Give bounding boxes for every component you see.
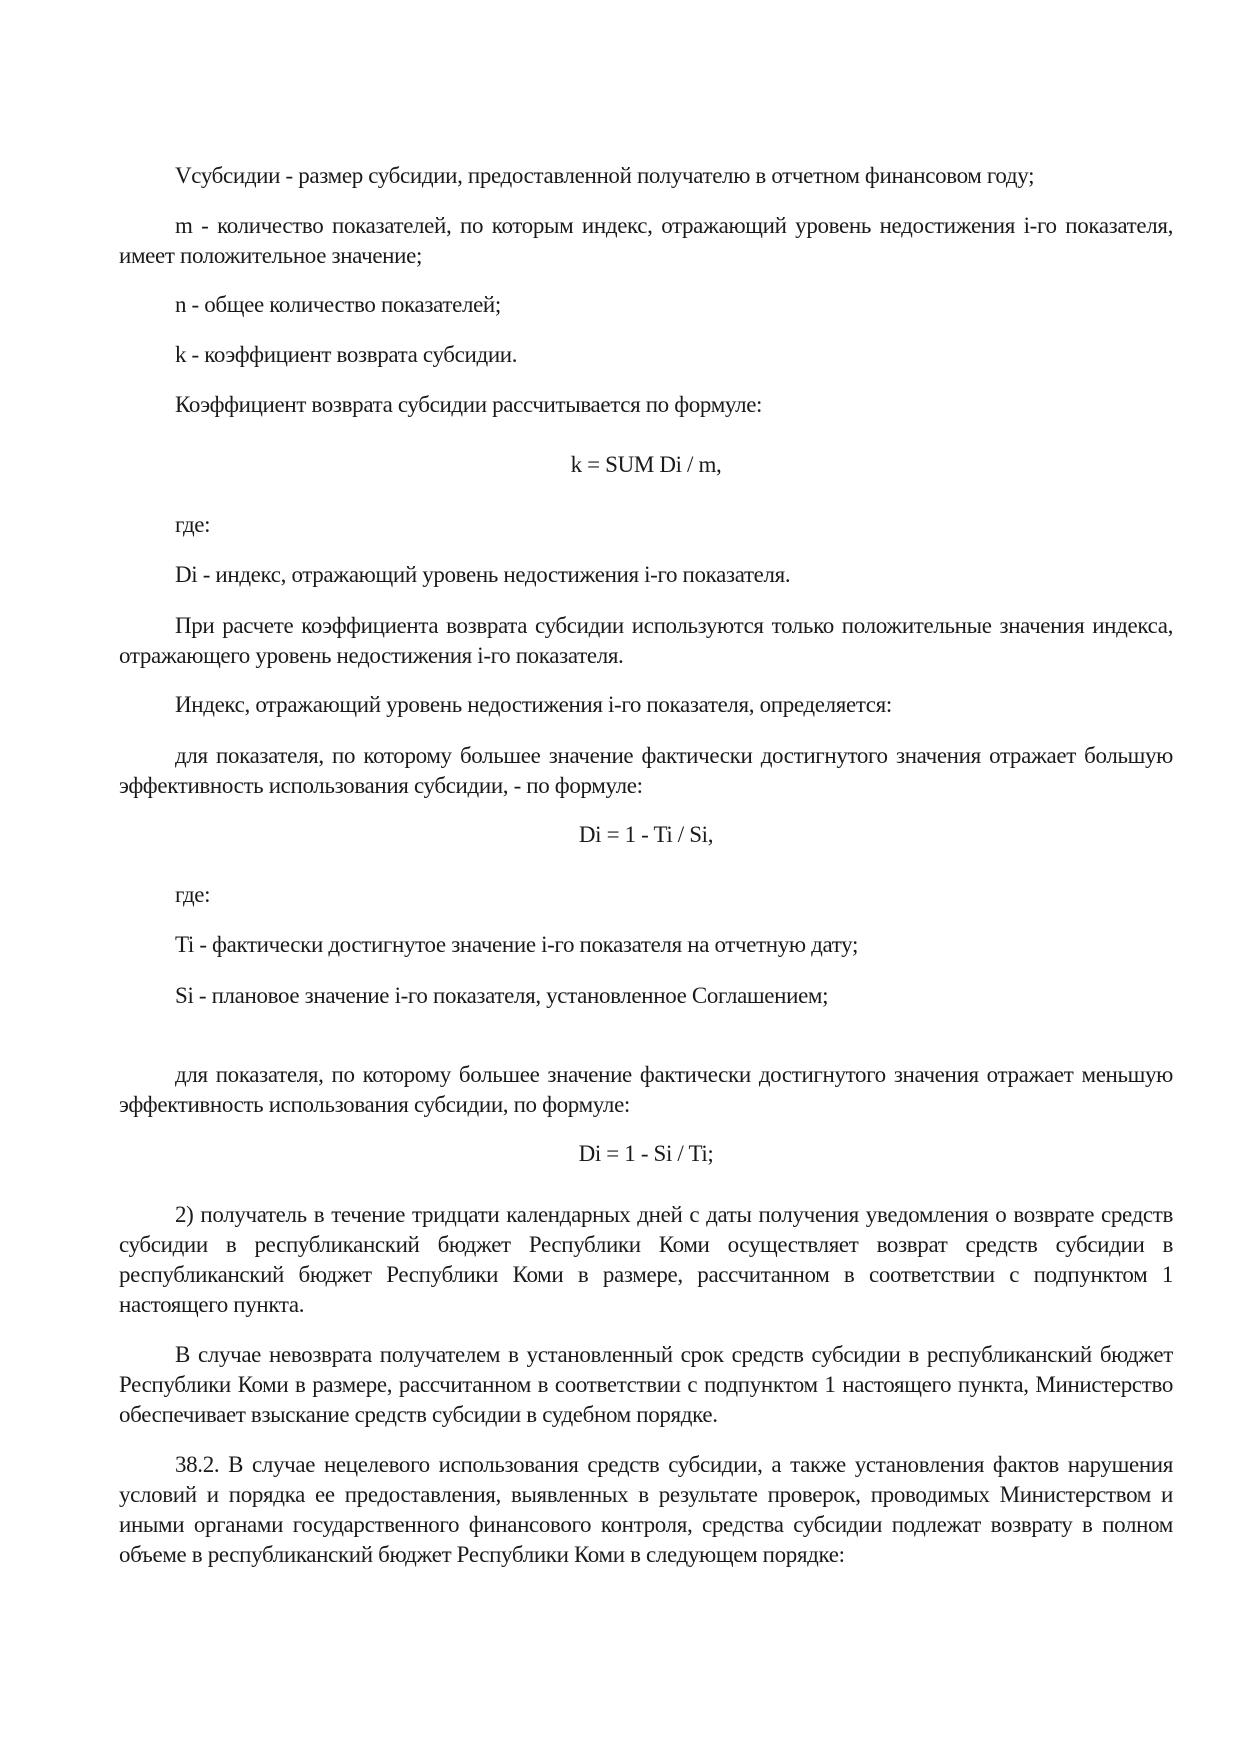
formula-di-si-ti: Di = 1 - Si / Ti; [578, 1141, 714, 1166]
paragraph-item-2-return: 2) получатель в течение тридцати календарных дней с даты получения уведомления о возврате средств субсидии в республиканский бюджет Республики Коми осуществляет возврат средств субсидии в республиканский бюджет Республики Коми в размере, рассчитанном в соответствии с подпунктом 1 настоящего пункта. [119, 1202, 1173, 1317]
paragraph-38-2-misuse: 38.2. В случае нецелевого использования средств субсидии, а также установления фактов нарушения условий и порядка ее предоставления, выявленных в результате проверок, проводимых Министерством и иными органами государственного финансового контроля, средства субсидии подлежат возврату в полном объеме в республиканский бюджет Республики Коми в следующем порядке: [119, 1452, 1173, 1567]
paragraph-ti-definition: Ti - фактически достигнутое значение i-го показателя на отчетную дату; [175, 932, 859, 957]
paragraph-positive-values-note: При расчете коэффициента возврата субсидии используются только положительные значения индекса, отражающего уровень недостижения i-го показателя. [119, 613, 1173, 668]
paragraph-di-definition: Di - индекс, отражающий уровень недостижения i-го показателя. [175, 562, 791, 587]
paragraph-k-definition: k - коэффициент возврата субсидии. [175, 342, 518, 367]
paragraph-where-1: где: [175, 512, 211, 537]
paragraph-k-formula-intro: Коэффициент возврата субсидии рассчитывается по формуле: [175, 392, 763, 417]
paragraph-m-definition: m - количество показателей, по которым индекс, отражающий уровень недостижения i-го показателя, имеет положительное значение; [119, 213, 1173, 268]
formula-k: k = SUM Di / m, [570, 452, 722, 477]
paragraph-si-definition: Si - плановое значение i-го показателя, установленное Соглашением; [175, 983, 829, 1008]
paragraph-index-determined: Индекс, отражающий уровень недостижения i-го показателя, определяется: [175, 692, 892, 717]
paragraph-n-definition: n - общее количество показателей; [175, 292, 501, 317]
paragraph-where-2: где: [175, 882, 211, 907]
paragraph-non-return-case: В случае невозврата получателем в установленный срок средств субсидии в республиканский бюджет Республики Коми в размере, рассчитанном в соответствии с подпунктом 1 настоящего пункта, Министерство обеспечивает взыскание средств субсидии в судебном порядке. [119, 1342, 1173, 1427]
paragraph-greater-efficiency-case: для показателя, по которому большее значение фактически достигнутого значения отражает большую эффективность использования субсидии, - по формуле: [119, 743, 1173, 798]
formula-di-ti-si: Di = 1 - Ti / Si, [578, 822, 714, 847]
paragraph-lesser-efficiency-case: для показателя, по которому большее значение фактически достигнутого значения отражает меньшую эффективность использования субсидии, по формуле: [119, 1062, 1173, 1117]
paragraph-v-subsidy-definition: Vсубсидии - размер субсидии, предоставленной получателю в отчетном финансовом году; [175, 163, 1035, 188]
